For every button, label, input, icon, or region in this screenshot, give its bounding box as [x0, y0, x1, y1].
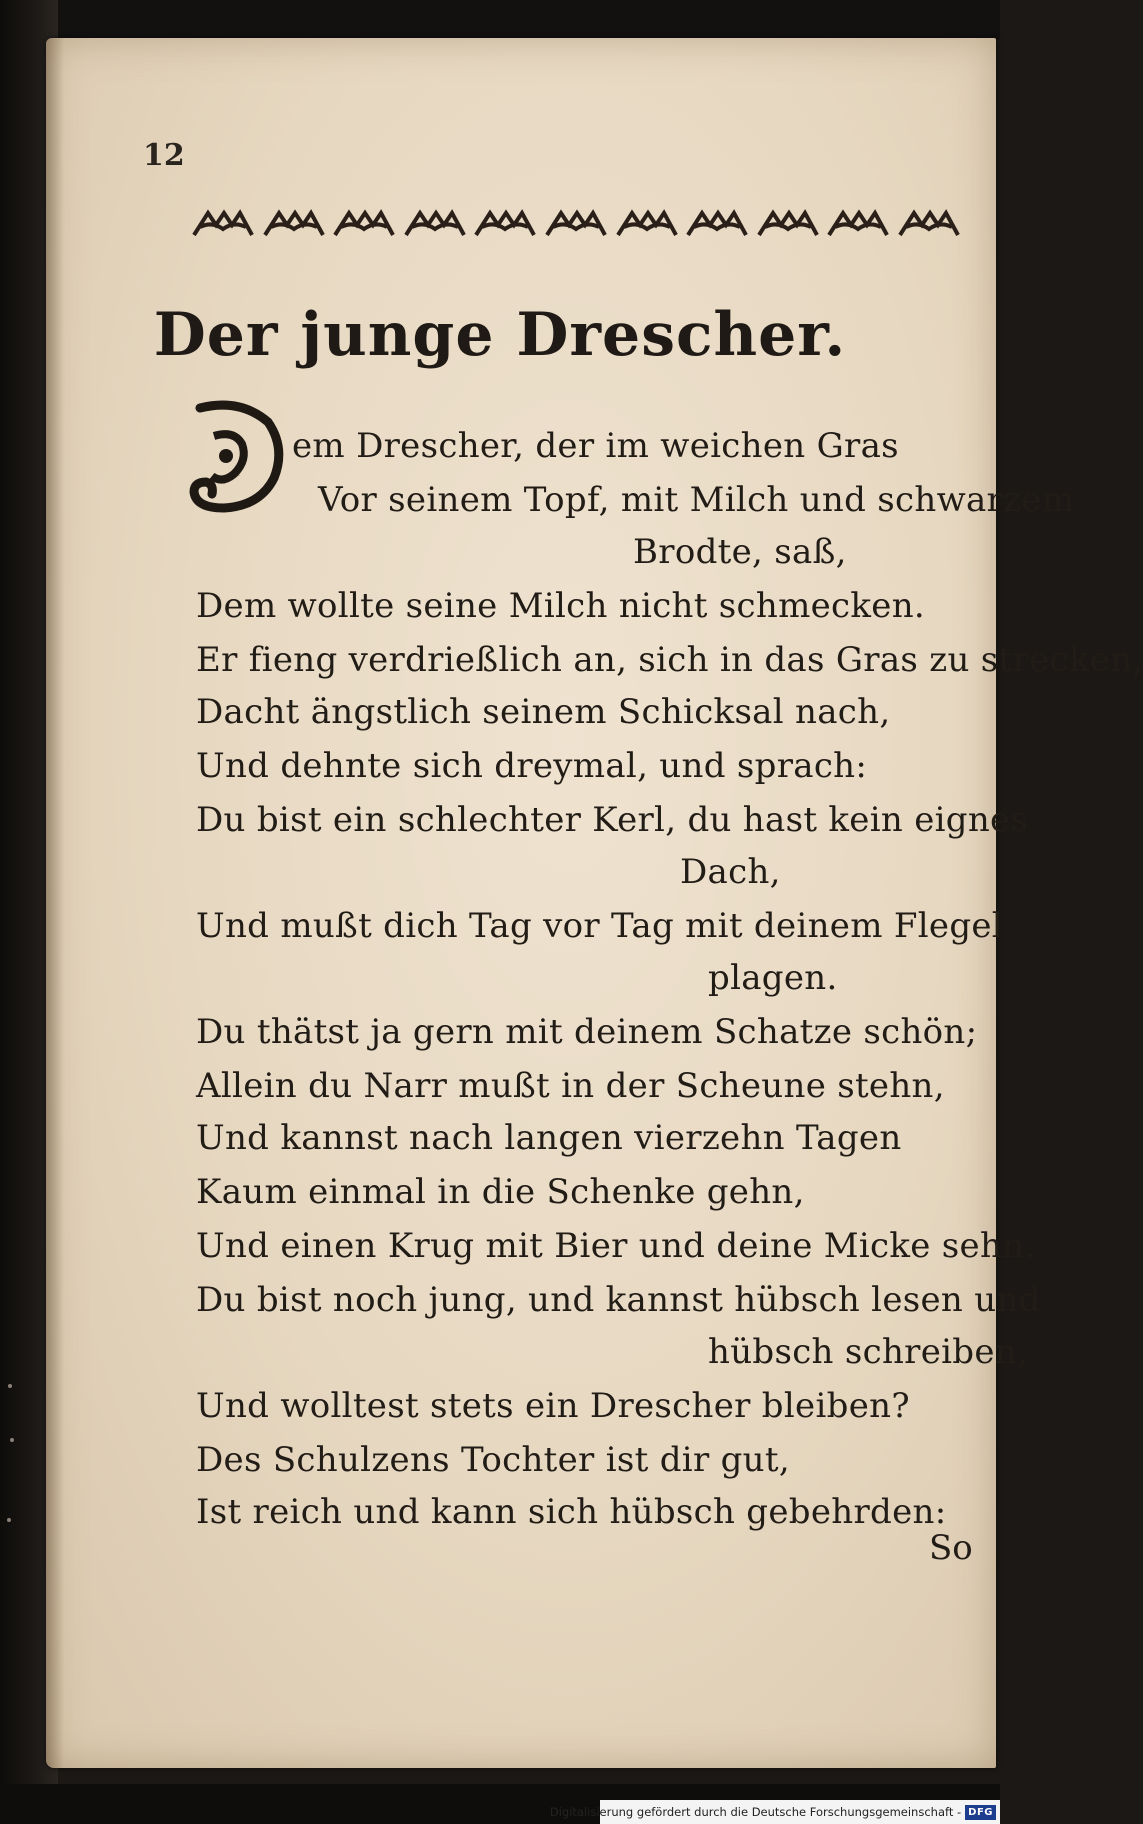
poem-line: Du bist noch jung, und kannst hübsch lesen und — [196, 1280, 1041, 1320]
dfg-logo: DFG — [965, 1805, 996, 1820]
poem-line: Und mußt dich Tag vor Tag mit deinem Flegel — [196, 906, 1003, 946]
ornament-icon — [331, 207, 397, 241]
ornament-border — [190, 204, 962, 244]
poem-line: Des Schulzens Tochter ist dir gut, — [196, 1440, 790, 1480]
page-spine-shadow — [46, 38, 64, 1768]
poem-line: Und dehnte sich dreymal, und sprach: — [196, 746, 868, 786]
poem-line: Und wolltest stets ein Drescher bleiben? — [196, 1386, 910, 1426]
credit-text: Digitalisierung gefördert durch die Deutsche Forschungsgemeinschaft - — [549, 1805, 962, 1819]
poem-line: em Drescher, der im weichen Gras — [292, 426, 899, 466]
ornament-icon — [755, 207, 821, 241]
poem-line: Dem wollte seine Milch nicht schmecken. — [196, 586, 926, 626]
page-number: 12 — [143, 138, 185, 173]
poem-title: Der junge Drescher. — [153, 300, 847, 370]
poem-line: Kaum einmal in die Schenke gehn, — [196, 1172, 805, 1212]
catchword: So — [929, 1528, 973, 1568]
scan-top-edge — [0, 0, 1000, 40]
ornament-icon — [896, 207, 962, 241]
poem-line: Du thätst ja gern mit deinem Schatze schön; — [196, 1012, 978, 1052]
poem-line: hübsch schreiben, — [708, 1332, 1029, 1372]
dust-specks — [6, 1380, 26, 1580]
poem-line: Er fieng verdrießlich an, sich in das Gras zu strecken, — [196, 640, 1143, 680]
ornament-icon — [402, 207, 468, 241]
poem-line: Dacht ängstlich seinem Schicksal nach, — [196, 692, 891, 732]
poem-line: Und einen Krug mit Bier und deine Micke sehn. — [196, 1226, 1036, 1266]
poem-line: Und kannst nach langen vierzehn Tagen — [196, 1118, 902, 1158]
poem-line: Dach, — [680, 852, 781, 892]
ornament-icon — [261, 207, 327, 241]
drop-initial-d — [190, 396, 286, 514]
ornament-icon — [684, 207, 750, 241]
poem-line: plagen. — [708, 958, 838, 998]
ornament-icon — [543, 207, 609, 241]
poem-line: Vor seinem Topf, mit Milch und schwarzem — [318, 480, 1075, 520]
ornament-icon — [472, 207, 538, 241]
poem-line: Du bist ein schlechter Kerl, du hast kein eignes — [196, 800, 1029, 840]
ornament-icon — [825, 207, 891, 241]
poem-line: Ist reich und kann sich hübsch gebehrden: — [196, 1492, 947, 1532]
poem-line: Brodte, saß, — [633, 532, 847, 572]
poem-line: Allein du Narr mußt in der Scheune stehn, — [196, 1066, 945, 1106]
svg-text:D: D — [238, 475, 240, 477]
ornament-icon — [190, 207, 256, 241]
ornament-icon — [614, 207, 680, 241]
digitization-credit — [549, 1800, 1000, 1824]
